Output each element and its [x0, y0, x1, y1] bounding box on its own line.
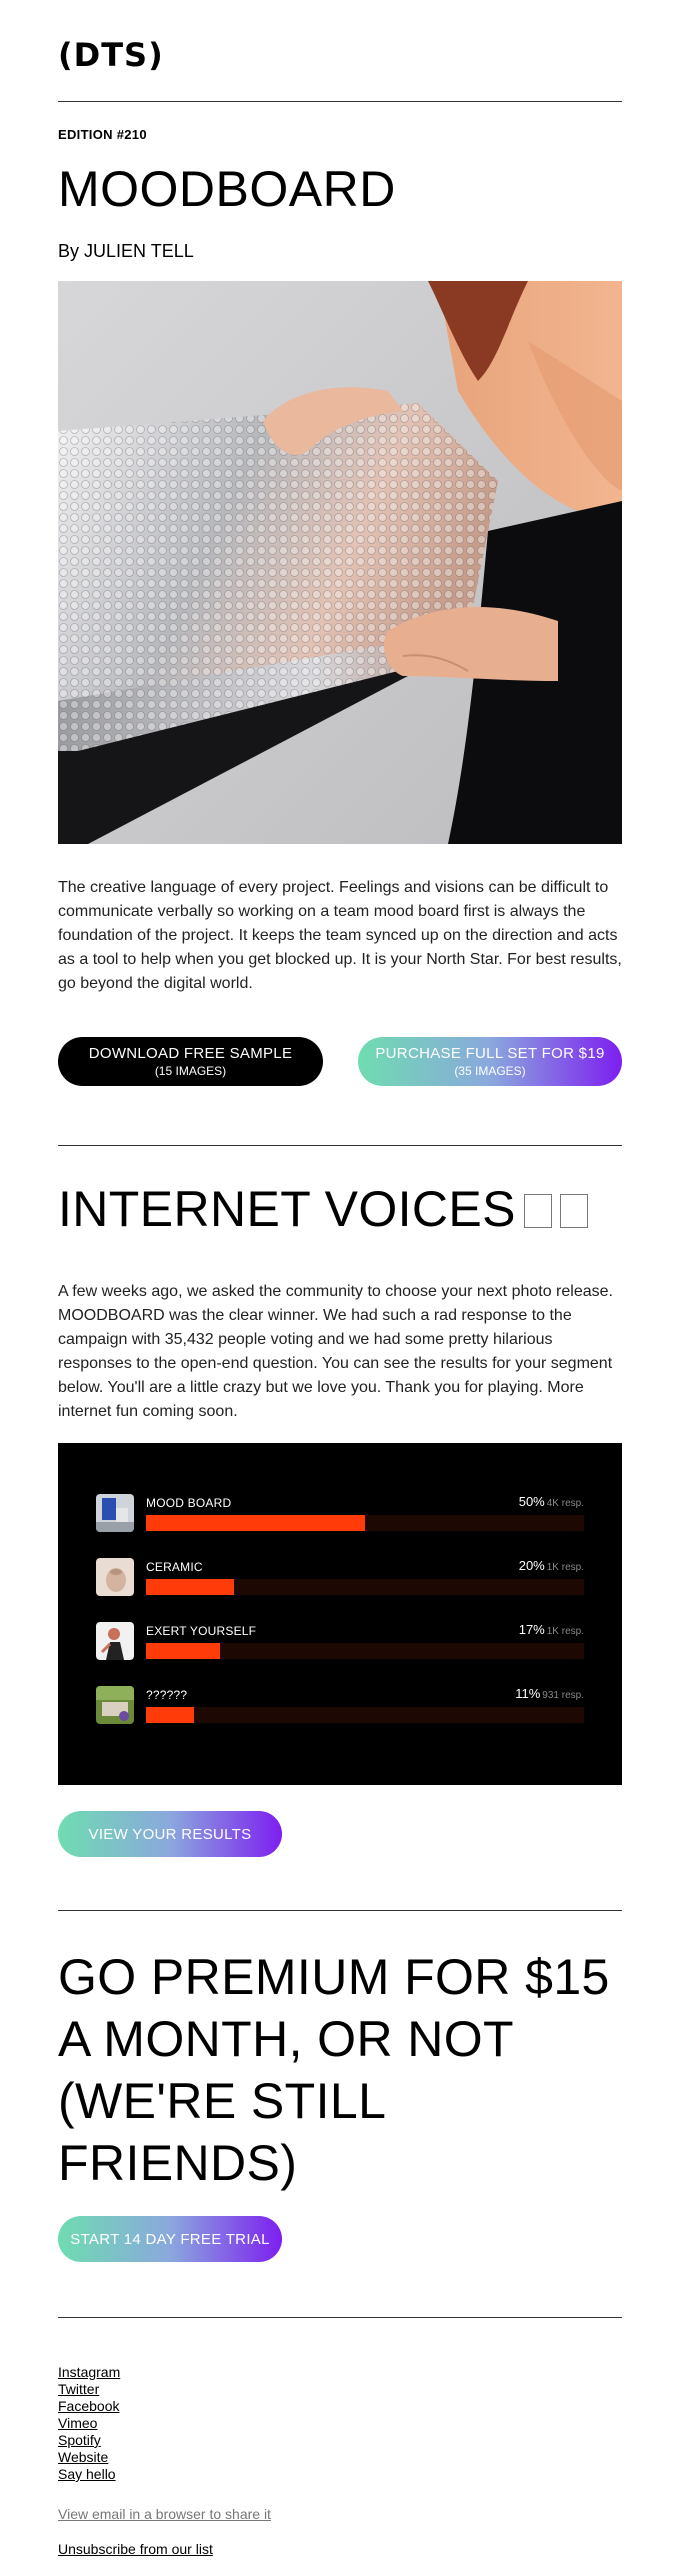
hero-image — [58, 281, 622, 844]
download-free-sample-button[interactable] — [58, 1037, 323, 1086]
response-count: 1K resp. — [546, 1562, 584, 1573]
result-label: MOOD BOARD — [146, 1496, 232, 1510]
percent-value: 17% — [518, 1622, 545, 1637]
result-label: CERAMIC — [146, 1560, 203, 1574]
instagram-link[interactable]: Instagram — [58, 2364, 121, 2380]
premium-heading: GO PREMIUM FOR $15 A MONTH, OR NOT (WE'RE STILL FRIENDS) — [58, 1949, 610, 2191]
result-row — [96, 1686, 584, 1736]
twitter-link[interactable]: Twitter — [58, 2381, 100, 2397]
response-count: 4K resp. — [546, 1498, 584, 1509]
facebook-link[interactable]: Facebook — [58, 2398, 120, 2414]
purchase-label: PURCHASE FULL SET FOR $19 — [375, 1045, 605, 1062]
download-label: DOWNLOAD FREE SAMPLE — [88, 1045, 293, 1062]
mystery-thumbnail-icon — [96, 1686, 134, 1724]
result-percent — [515, 1686, 584, 1701]
result-row — [96, 1558, 584, 1608]
response-count: 931 resp. — [542, 1690, 584, 1701]
ceramic-thumbnail-icon — [96, 1558, 134, 1596]
result-bar-track — [146, 1579, 584, 1595]
unsubscribe-link[interactable]: Unsubscribe from our list — [58, 2541, 213, 2557]
exert-yourself-thumbnail-icon — [96, 1622, 134, 1660]
result-bar-fill — [146, 1579, 234, 1595]
view-your-results-button[interactable] — [58, 1811, 282, 1857]
purchase-full-set-button[interactable] — [358, 1037, 622, 1086]
result-bar-fill — [146, 1643, 220, 1659]
start-trial-label: START 14 DAY FREE TRIAL — [70, 2230, 270, 2248]
purchase-sublabel: (35 IMAGES) — [454, 1064, 526, 1078]
bubble-mailer-photo-icon — [58, 281, 622, 844]
vimeo-link[interactable]: Vimeo — [58, 2415, 98, 2431]
percent-value: 20% — [518, 1558, 545, 1573]
result-percent — [519, 1494, 584, 1509]
result-percent — [519, 1622, 584, 1637]
result-bar-fill — [146, 1515, 365, 1531]
emoji-placeholder-icon — [560, 1194, 588, 1228]
moodboard-thumbnail-icon — [96, 1494, 134, 1532]
response-count: 1K resp. — [546, 1626, 584, 1637]
divider — [58, 101, 622, 102]
footer-links — [58, 2364, 120, 2483]
result-bar-fill — [146, 1707, 194, 1723]
result-bar-track — [146, 1707, 584, 1723]
divider — [58, 1910, 622, 1911]
result-label: EXERT YOURSELF — [146, 1624, 257, 1638]
result-row — [96, 1622, 584, 1672]
say-hello-link[interactable]: Say hello — [58, 2466, 116, 2482]
result-bar-track — [146, 1643, 584, 1659]
download-sublabel: (15 IMAGES) — [154, 1064, 227, 1078]
byline: By JULIEN TELL — [58, 241, 194, 261]
emoji-placeholder-icon — [524, 1194, 552, 1228]
result-row — [96, 1494, 584, 1544]
percent-value: 11% — [515, 1686, 541, 1701]
page-title: MOODBOARD — [58, 161, 396, 217]
start-free-trial-button[interactable] — [58, 2216, 282, 2262]
percent-value: 50% — [518, 1494, 545, 1509]
divider — [58, 2317, 622, 2318]
intro-text: The creative language of every project. Feelings and visions can be difficult to communicate verbally so working on a team mood board first is always the foundation of the project. It keeps the team synced up on the direction and acts as a tool to help when you get blocked up. It is your North Star. For best results, go beyond the digital world. — [58, 879, 622, 992]
website-link[interactable]: Website — [58, 2449, 109, 2465]
result-bar-track — [146, 1515, 584, 1531]
divider — [58, 1145, 622, 1146]
result-percent — [519, 1558, 584, 1573]
internet-voices-heading — [58, 1180, 588, 1238]
view-results-label: VIEW YOUR RESULTS — [88, 1825, 252, 1843]
spotify-link[interactable]: Spotify — [58, 2432, 101, 2448]
view-in-browser-link[interactable]: View email in a browser to share it — [58, 2506, 271, 2522]
internet-voices-title: INTERNET VOICES — [58, 1181, 516, 1237]
voices-text: A few weeks ago, we asked the community to choose your next photo release. MOODBOARD was the clear winner. We had such a rad response to the campaign with 35,432 people voting and we had some pretty hilarious responses to the open-end question. You can see the results for your segment below. You'll are a little crazy but we love you. Thank you for playing. More internet fun coming soon. — [58, 1283, 613, 1420]
result-label: ?????? — [146, 1688, 188, 1702]
poll-results-panel — [58, 1443, 622, 1785]
dts-logo[interactable]: (DTS) — [58, 36, 164, 74]
edition-label: EDITION #210 — [58, 127, 147, 142]
